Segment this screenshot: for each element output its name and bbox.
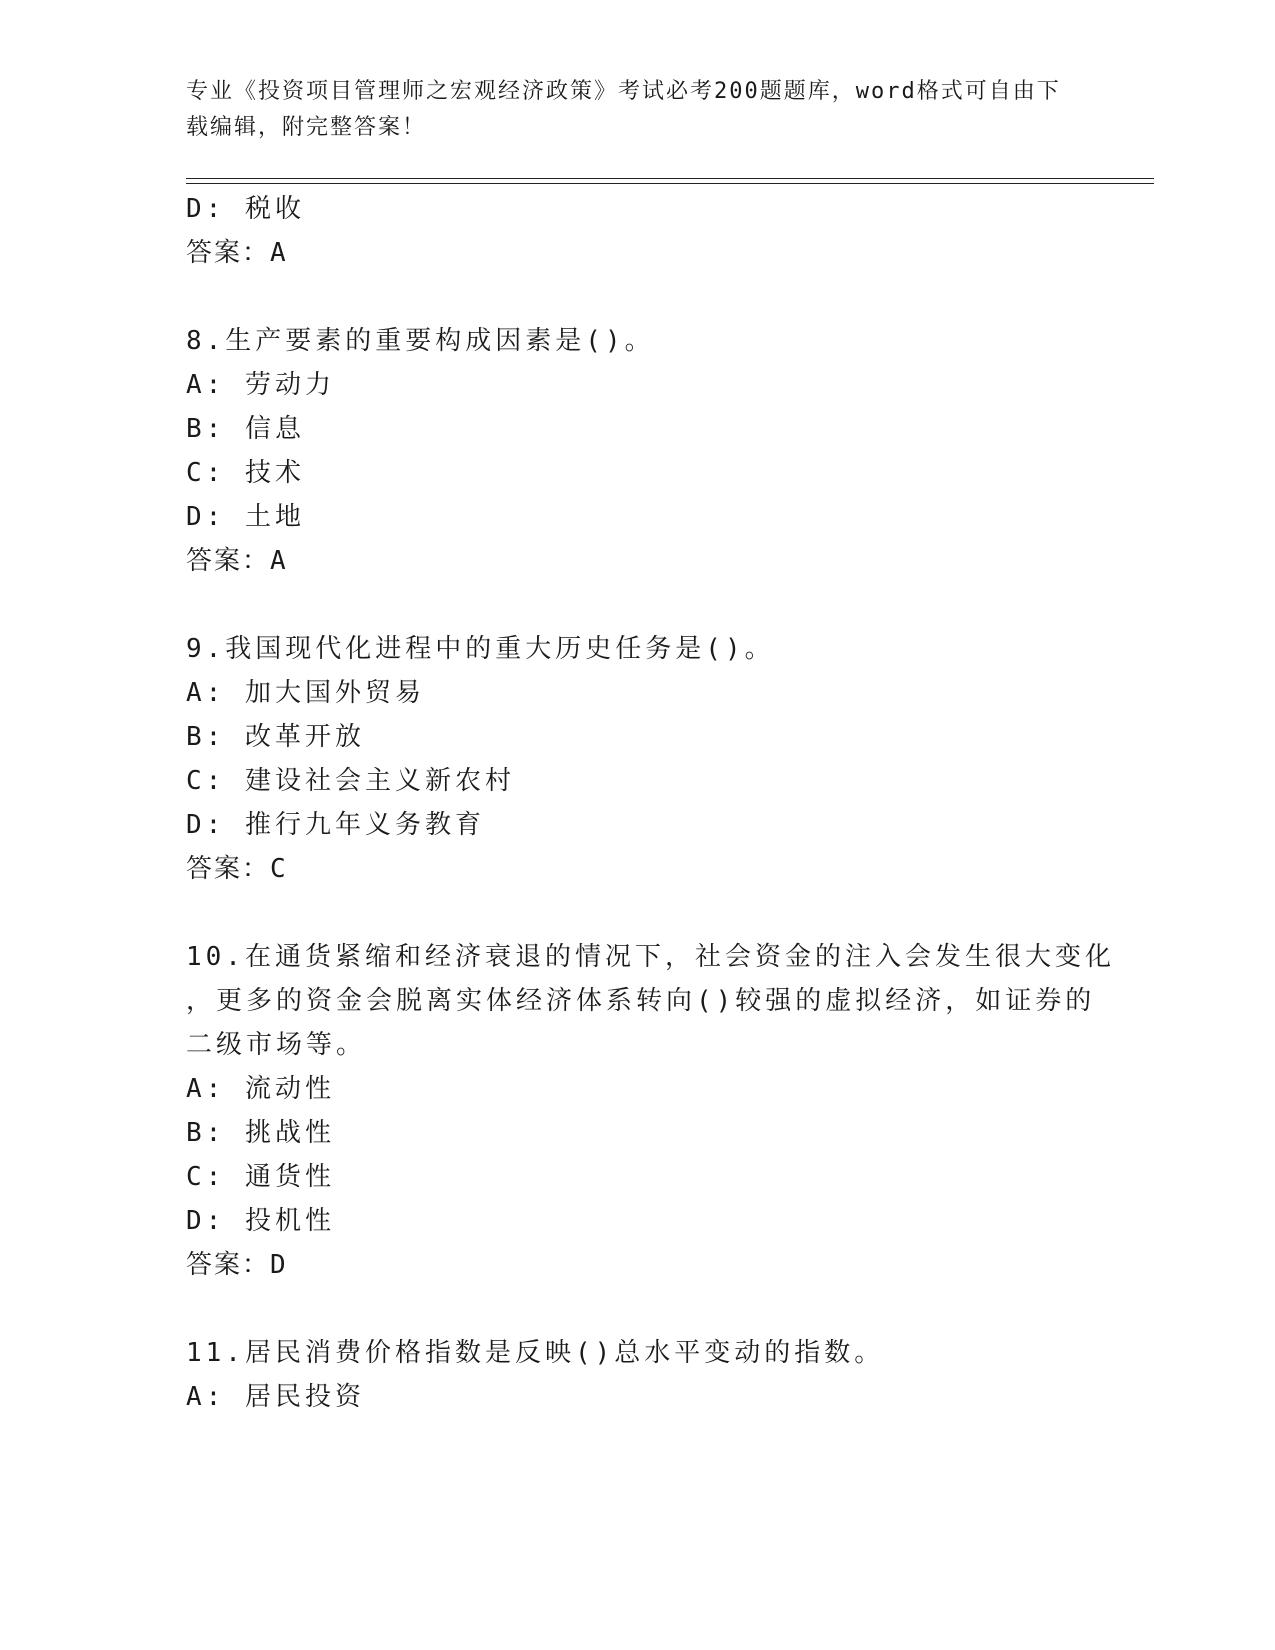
q10-option-c: C: 通货性 bbox=[186, 1162, 335, 1192]
q10-stem-line-3: 二级市场等。 bbox=[186, 1030, 367, 1060]
q9-option-c: C: 建设社会主义新农村 bbox=[186, 766, 515, 796]
answer-label: 答案： bbox=[186, 238, 271, 268]
q9-option-d: D: 推行九年义务教育 bbox=[186, 810, 485, 840]
document-header: 专业《投资项目管理师之宏观经济政策》考试必考200题题库，word格式可自由下载编辑，附完整答案！ bbox=[186, 79, 1061, 140]
answer-value: A bbox=[270, 546, 287, 576]
q11-stem: 11.居民消费价格指数是反映()总水平变动的指数。 bbox=[186, 1338, 885, 1368]
answer-label: 答案： bbox=[186, 546, 271, 576]
q8-option-c: C: 技术 bbox=[186, 458, 305, 488]
answer-value: D bbox=[270, 1250, 287, 1280]
q10-stem-line-2: ，更多的资金会脱离实体经济体系转向()较强的虚拟经济，如证券的 bbox=[186, 986, 1096, 1016]
q10-stem-line-1: 10.在通货紧缩和经济衰退的情况下，社会资金的注入会发生很大变化 bbox=[186, 942, 1115, 972]
q10-answer bbox=[186, 1248, 287, 1282]
q8-answer bbox=[186, 544, 287, 578]
q8-stem: 8.生产要素的重要构成因素是()。 bbox=[186, 326, 655, 356]
q11-option-a: A: 居民投资 bbox=[186, 1382, 365, 1412]
prev-answer bbox=[186, 236, 287, 270]
q8-option-a: A: 劳动力 bbox=[186, 370, 335, 400]
answer-label: 答案： bbox=[186, 854, 271, 884]
q10-option-a: A: 流动性 bbox=[186, 1074, 335, 1104]
q9-option-b: B: 改革开放 bbox=[186, 722, 365, 752]
q10-option-d: D: 投机性 bbox=[186, 1206, 335, 1236]
q8-option-b: B: 信息 bbox=[186, 414, 305, 444]
q9-option-a: A: 加大国外贸易 bbox=[186, 678, 425, 708]
answer-value: A bbox=[270, 238, 287, 268]
header-divider-bottom bbox=[186, 183, 1154, 184]
prev-option-d: D: 税收 bbox=[186, 194, 305, 224]
q8-option-d: D: 土地 bbox=[186, 502, 305, 532]
answer-label: 答案： bbox=[186, 1250, 271, 1280]
q9-answer bbox=[186, 852, 287, 886]
q10-option-b: B: 挑战性 bbox=[186, 1118, 335, 1148]
header-divider-top bbox=[186, 178, 1154, 179]
answer-value: C bbox=[270, 854, 287, 884]
q9-stem: 9.我国现代化进程中的重大历史任务是()。 bbox=[186, 634, 775, 664]
